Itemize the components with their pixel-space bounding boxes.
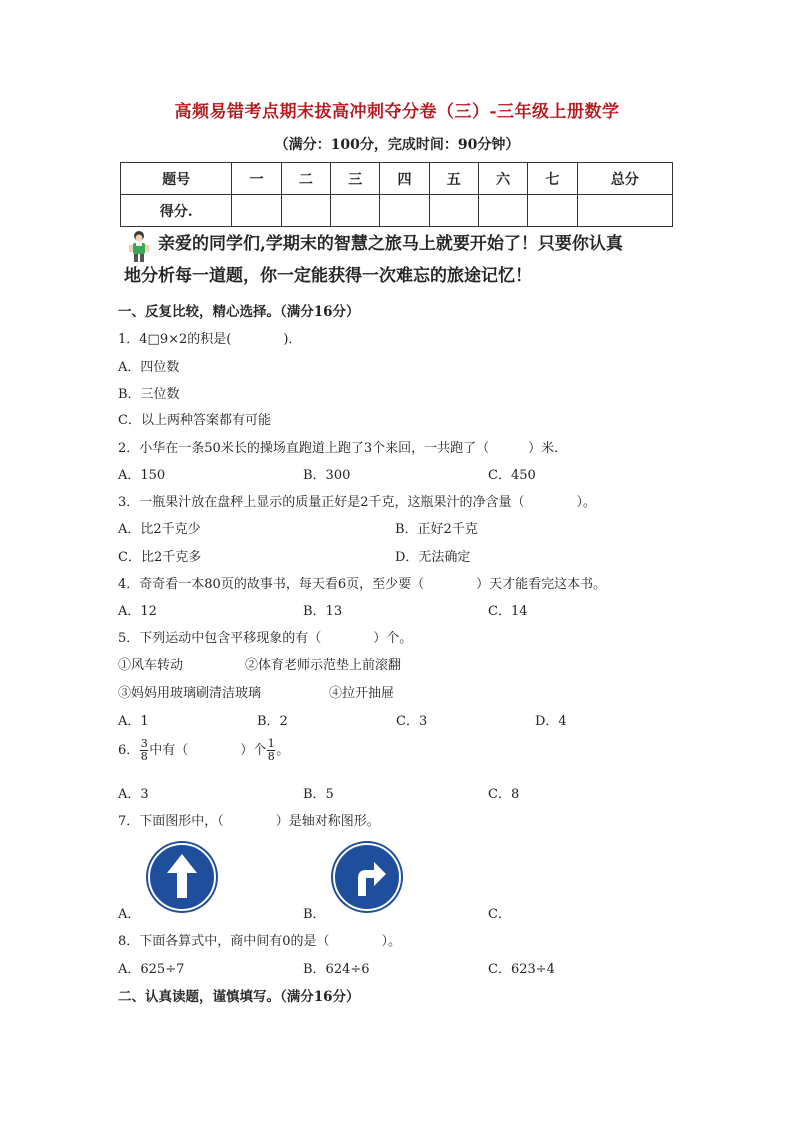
q6-numerator-2: 1 [267, 737, 275, 750]
student-icon [127, 230, 151, 264]
q2-option-a[interactable]: A．150 [118, 468, 166, 483]
section-1-heading: 一、反复比较，精心选择。（满分16分） [118, 304, 360, 320]
q5-option-c[interactable]: C．3 [396, 714, 428, 729]
score-header-cell: 五 [429, 163, 478, 195]
q5-item-1: ①风车转动 [118, 658, 184, 673]
q4-option-b[interactable]: B．13 [303, 604, 343, 619]
q6-fraction-3-8 [140, 738, 148, 763]
q2-option-c[interactable]: C．450 [488, 468, 536, 483]
question-2: 2．小华在一条50米长的操场直跑道上跑了3个来回，一共跑了（ ）米． [118, 441, 568, 456]
score-header-cell: 一 [232, 163, 281, 195]
score-cell[interactable] [528, 195, 577, 227]
q2-option-b[interactable]: B．300 [303, 468, 351, 483]
greeting-line-1: 亲爱的同学们,学期末的智慧之旅马上就要开始了！只要你认真 [158, 234, 623, 254]
q3-option-b[interactable]: B．正好2千克 [395, 522, 478, 537]
score-table [120, 162, 673, 227]
score-cell[interactable] [577, 195, 672, 227]
q4-option-c[interactable]: C．14 [488, 604, 528, 619]
q7-option-c[interactable]: C． [488, 907, 511, 922]
score-cell[interactable] [380, 195, 429, 227]
greeting-text [124, 228, 678, 292]
score-header-cell: 题号 [121, 163, 232, 195]
score-header-cell: 二 [281, 163, 330, 195]
q7-option-a[interactable]: A． [118, 907, 141, 922]
score-cell[interactable] [429, 195, 478, 227]
q7-option-b[interactable]: B． [303, 907, 326, 922]
score-cell[interactable] [232, 195, 281, 227]
q6-suffix: 。 [276, 743, 290, 758]
score-header-cell: 六 [478, 163, 527, 195]
q8-option-a[interactable]: A．625÷7 [118, 962, 185, 977]
q5-option-b[interactable]: B．2 [257, 714, 288, 729]
exam-title: 高频易错考点期末拔高冲刺夺分卷（三）-三年级上册数学 [174, 102, 620, 122]
question-3: 3．一瓶果汁放在盘秤上显示的质量正好是2千克，这瓶果汁的净含量（ ）。 [118, 495, 597, 510]
q5-option-a[interactable]: A．1 [118, 714, 149, 729]
q5-item-4: ④拉开抽屉 [329, 686, 395, 701]
q8-option-c[interactable]: C．623÷4 [488, 962, 555, 977]
q4-option-a[interactable]: A．12 [118, 604, 157, 619]
up-arrow-sign-icon [145, 840, 219, 914]
q6-option-a[interactable]: A．3 [118, 787, 149, 802]
score-header-cell: 三 [331, 163, 380, 195]
q3-option-a[interactable]: A．比2千克少 [118, 522, 201, 537]
q6-denominator-2: 8 [267, 750, 275, 763]
score-cell[interactable] [478, 195, 527, 227]
score-table-score-row [121, 195, 673, 227]
question-5: 5．下列运动中包含平移现象的有（ ）个。 [118, 631, 413, 646]
score-row-label: 得分. [121, 195, 232, 227]
q3-option-d[interactable]: D．无法确定 [395, 550, 471, 565]
score-header-cell: 七 [528, 163, 577, 195]
question-6 [118, 738, 289, 763]
score-header-cell: 总分 [577, 163, 672, 195]
q5-option-d[interactable]: D．4 [535, 714, 567, 729]
q6-option-b[interactable]: B．5 [303, 787, 334, 802]
score-table-header-row [121, 163, 673, 195]
question-8: 8．下面各算式中，商中间有0的是（ ）。 [118, 934, 402, 949]
section-2-heading: 二、认真读题，谨慎填写。（满分16分） [118, 989, 360, 1005]
q6-numerator: 3 [140, 737, 148, 750]
score-cell[interactable] [331, 195, 380, 227]
q6-option-c[interactable]: C．8 [488, 787, 520, 802]
question-1: 1．4□9×2的积是( )． [118, 332, 302, 347]
q3-option-c[interactable]: C．比2千克多 [118, 550, 202, 565]
q1-option-a[interactable]: A．四位数 [118, 360, 180, 375]
q5-item-3: ③妈妈用玻璃刷清洁玻璃 [118, 686, 262, 701]
q6-fraction-1-8 [267, 738, 275, 763]
question-4: 4．奇奇看一本80页的故事书，每天看6页，至少要（ ）天才能看完这本书。 [118, 577, 607, 592]
q6-prefix: 6． [118, 743, 140, 758]
right-turn-sign-icon [330, 840, 404, 914]
score-header-cell: 四 [380, 163, 429, 195]
q6-middle-text: 中有（ ）个 [149, 743, 267, 758]
exam-subtitle: （满分：100分，完成时间：90分钟） [274, 137, 520, 153]
q1-option-b[interactable]: B．三位数 [118, 387, 180, 402]
score-cell[interactable] [281, 195, 330, 227]
greeting-line-2: 地分析每一道题，你一定能获得一次难忘的旅途记忆！ [124, 266, 532, 286]
q1-option-c[interactable]: C．以上两种答案都有可能 [118, 413, 271, 428]
q6-denominator: 8 [140, 750, 148, 763]
q8-option-b[interactable]: B．624÷6 [303, 962, 370, 977]
question-7: 7．下面图形中，（ ）是轴对称图形。 [118, 814, 380, 829]
q5-item-2: ②体育老师示范垫上前滚翻 [245, 658, 402, 673]
